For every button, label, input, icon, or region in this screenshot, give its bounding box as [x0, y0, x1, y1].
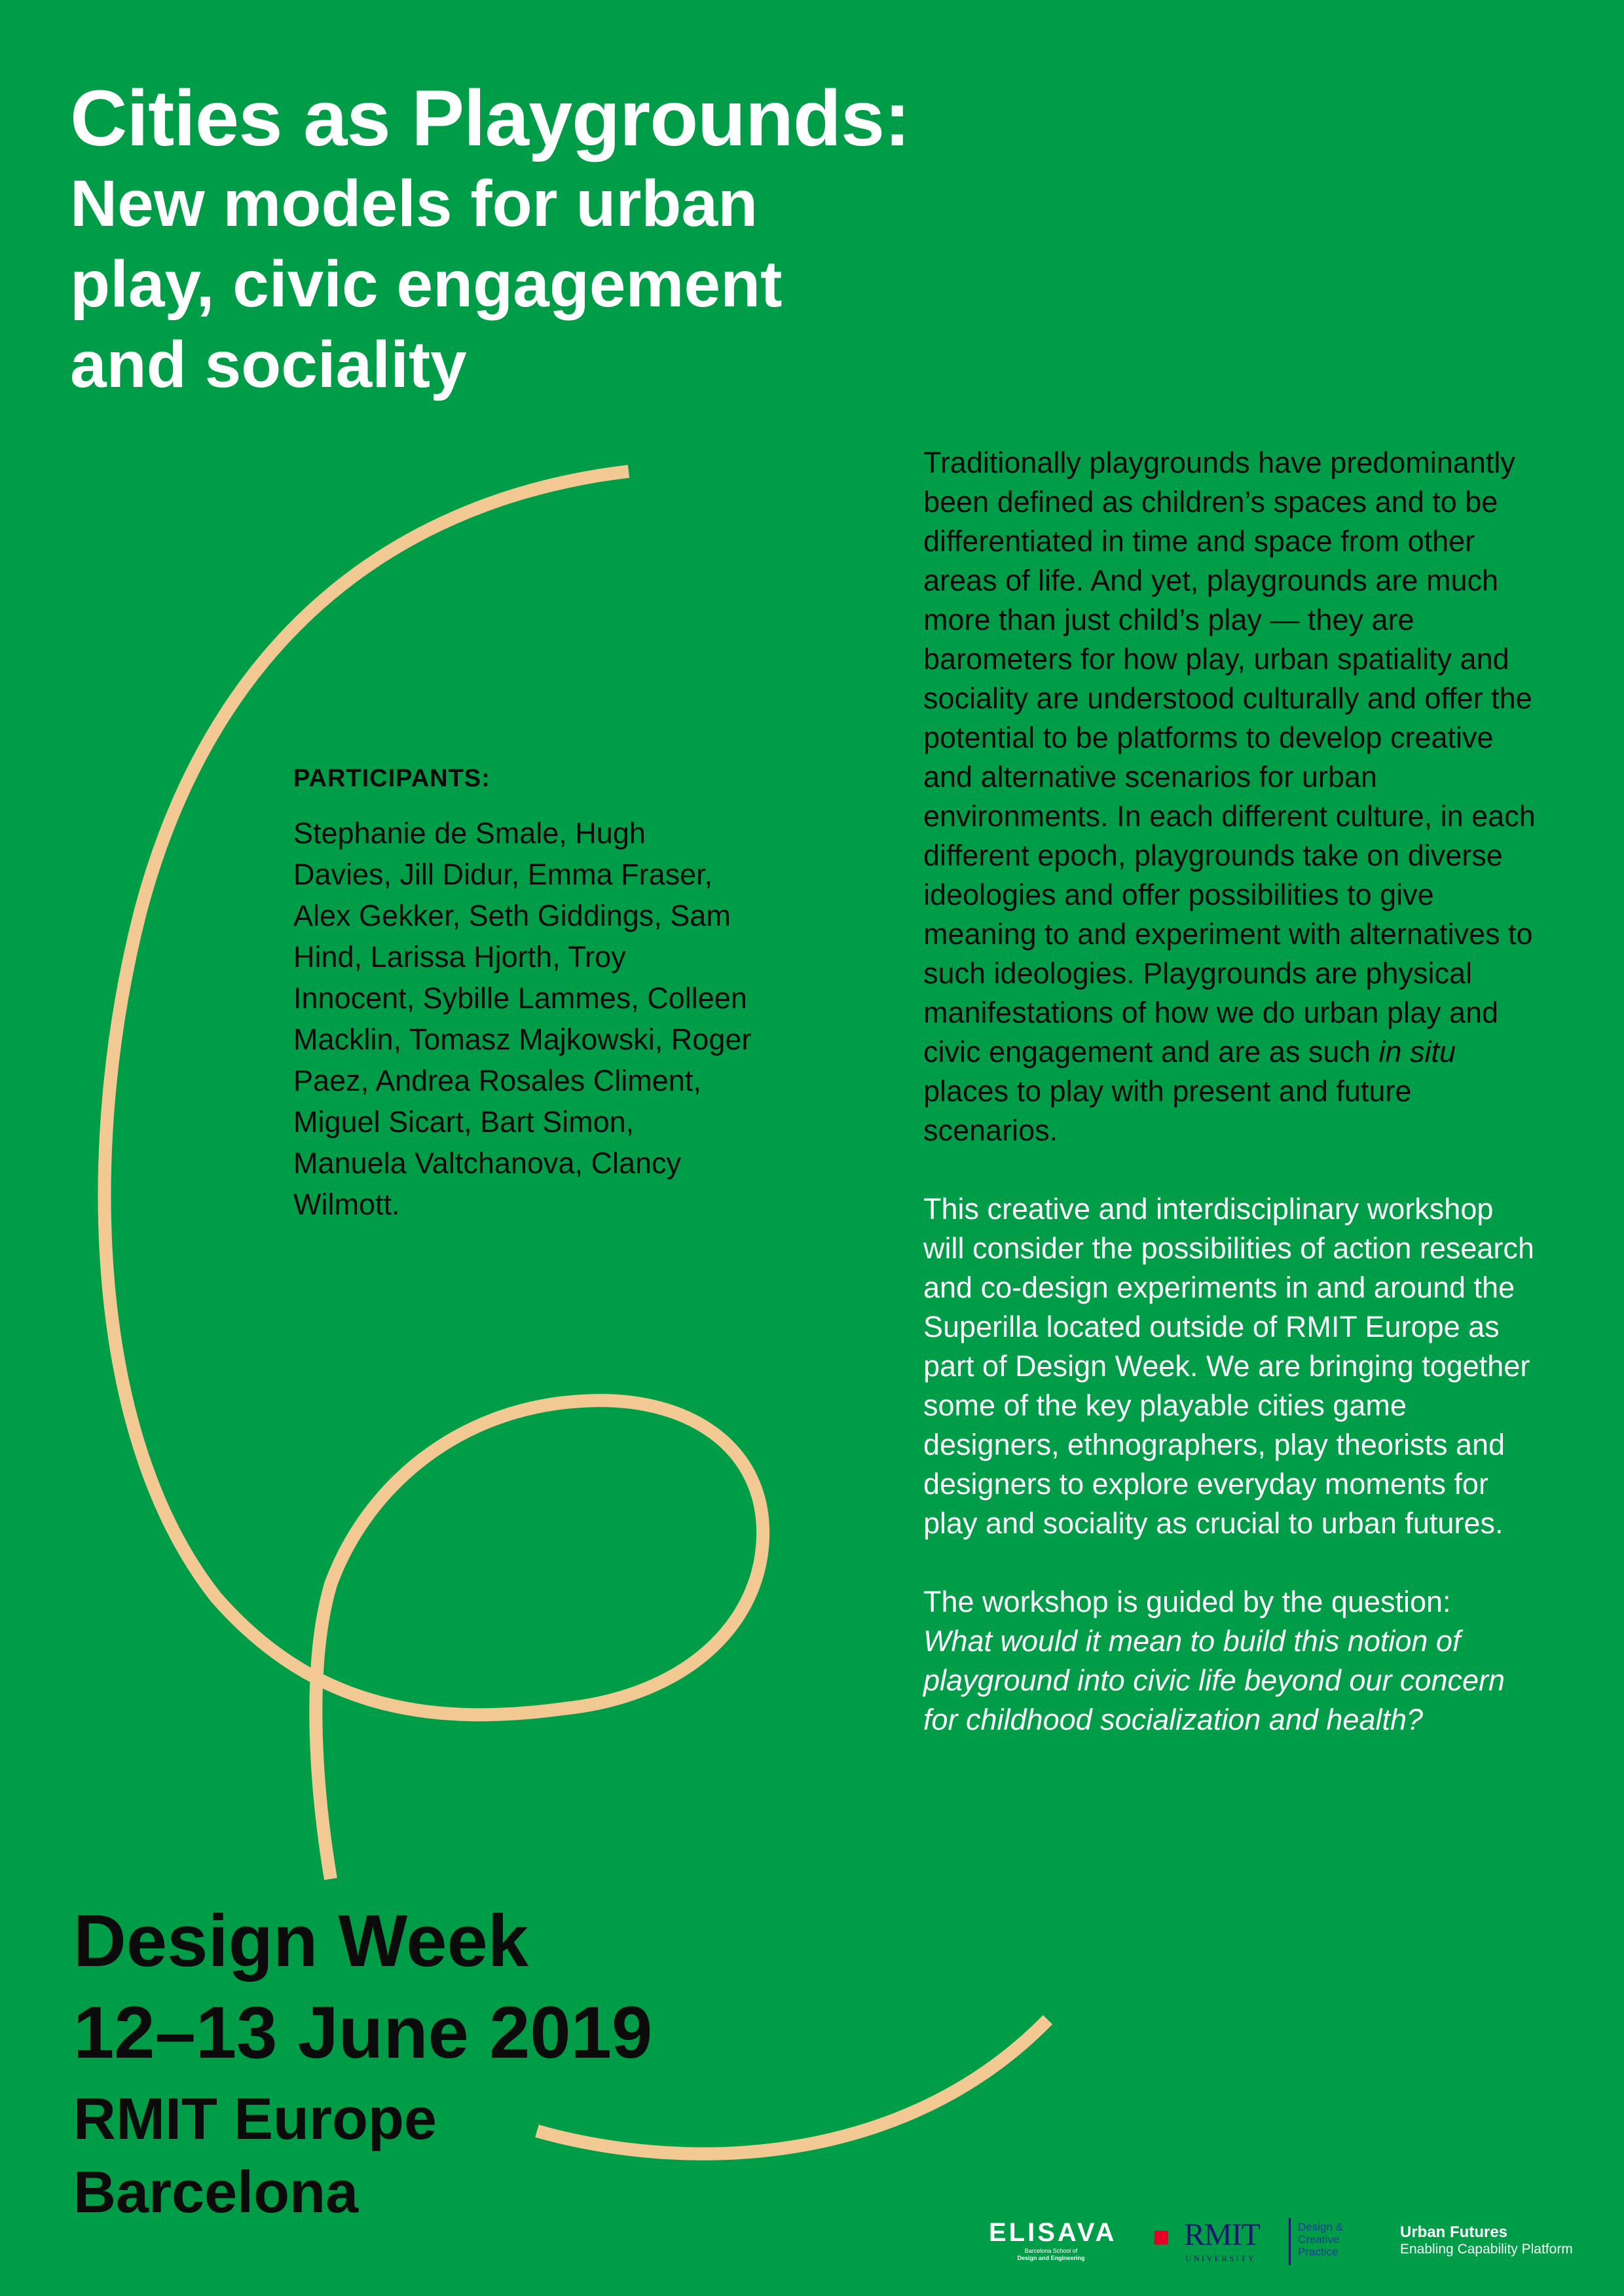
event-details	[73, 1895, 652, 2229]
urban-futures-logo	[1400, 2223, 1583, 2257]
paragraph-1-text: Traditionally playgrounds have predominantly been defined as children’s spaces and to be differentiated in time and space from other areas of life. And yet, playgrounds are much more than just child’s play — they are barometers for how play, urban spatiality and sociality are understood culturally and offer the potential to be platforms to develop creative and alternative scenarios for urban environments. In each different culture, in each different epoch, playgrounds take on diverse ideologies and offer possibilities to give meaning to and experiment with alternatives to such ideologies. Playgrounds are physical manifestations of how we do urban play and civic engagement and are as such	[923, 446, 1536, 1068]
poster-subtitle: New models for urban play, civic engagement and sociality	[70, 167, 783, 401]
participants-heading: PARTICIPANTS:	[293, 765, 490, 792]
elisava-logo	[989, 2218, 1117, 2262]
description-paragraph-3	[923, 1582, 1539, 1740]
poster-title: Cities as Playgrounds:	[70, 73, 910, 162]
urban-futures-subtitle: Enabling Capability Platform	[1400, 2242, 1573, 2257]
guiding-question: What would it mean to build this notion of playground into civic life beyond our concern for childhood socialization and health?	[923, 1624, 1505, 1736]
description-paragraph-1	[923, 443, 1539, 1150]
rmit-university-label: UNIVERSITY	[1185, 2253, 1256, 2263]
paragraph-1-emphasis: in situ	[1378, 1035, 1456, 1068]
description-text	[923, 443, 1539, 1779]
elisava-tagline-line-1: Barcelona School of	[1024, 2248, 1078, 2254]
rmit-department-label: Design & Creative Practice	[1298, 2221, 1343, 2258]
elisava-tagline-line-2: Design and Engineering	[1017, 2255, 1085, 2261]
participants-section	[293, 765, 752, 1225]
event-dates: 12–13 June 2019	[73, 1992, 653, 2073]
event-city: Barcelona	[73, 2160, 359, 2225]
event-venue: RMIT Europe	[73, 2086, 437, 2152]
rmit-pixel-bird-logo-icon: ■	[1153, 2221, 1170, 2253]
logo-divider	[1289, 2218, 1291, 2265]
title-block	[70, 72, 987, 405]
event-name: Design Week	[73, 1900, 529, 1982]
rmit-wordmark: RMIT	[1184, 2217, 1260, 2252]
rmit-logo	[1153, 2213, 1375, 2272]
partner-logos	[989, 2213, 1578, 2278]
urban-futures-title: Urban Futures	[1400, 2223, 1508, 2241]
description-paragraph-2: This creative and interdisciplinary workshop will consider the possibilities of action research and co-design experiments in and around the Superilla located outside of RMIT Europe as part of Design Week. We are bringing together some of the key playable cities game designers, ethnographers, play theorists and designers to explore everyday moments for play and sociality as crucial to urban futures.	[923, 1192, 1534, 1540]
paragraph-1-ending: places to play with present and future scenarios.	[923, 1074, 1412, 1147]
elisava-wordmark: ELISAVA	[989, 2218, 1117, 2247]
guiding-question-lead: The workshop is guided by the question:	[923, 1585, 1451, 1618]
participants-list: Stephanie de Smale, Hugh Davies, Jill Didur, Emma Fraser, Alex Gekker, Seth Giddings, Sam Hind, Larissa Hjorth, Troy Innocent, Sybille Lammes, Colleen Macklin, Tomasz Majkowski, Roger Paez, Andrea Rosales Climent, Miguel Sicart, Bart Simon, Manuela Valtchanova, Clancy Wilmott.	[293, 816, 752, 1221]
